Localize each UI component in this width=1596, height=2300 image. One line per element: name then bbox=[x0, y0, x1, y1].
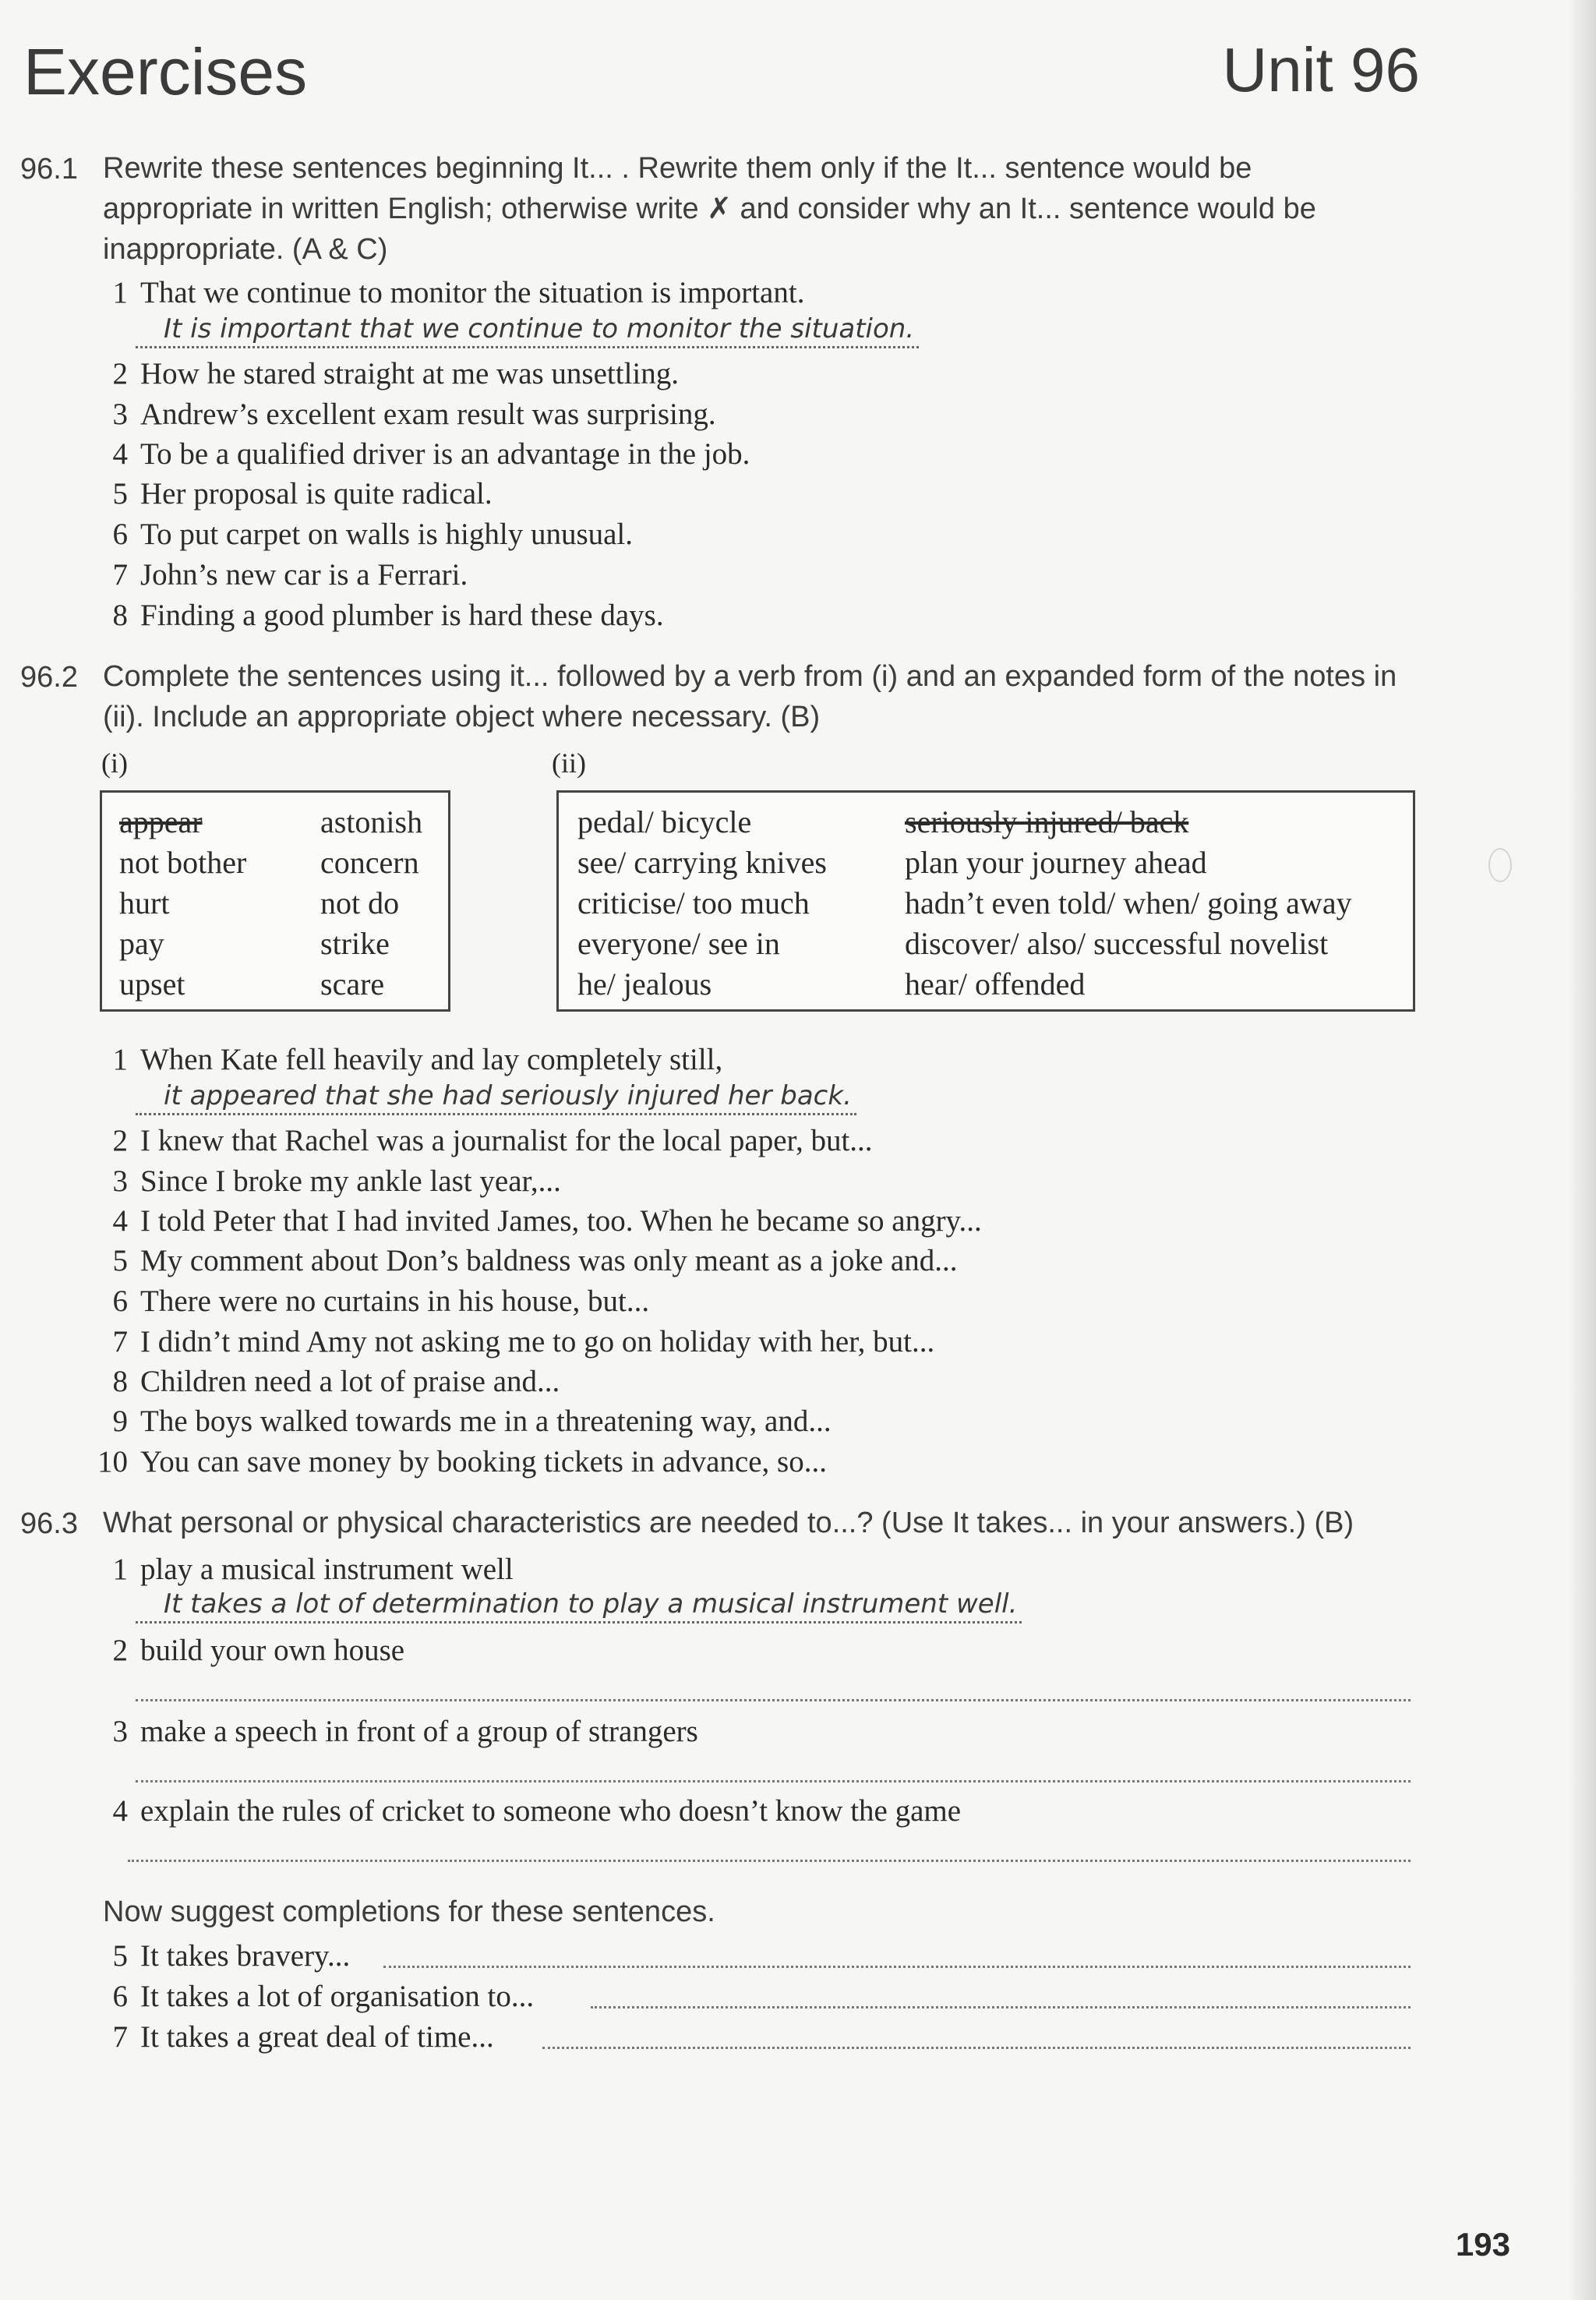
list-item: 3 Since I broke my ankle last year,... bbox=[112, 1164, 561, 1198]
box-i-word: pay bbox=[119, 926, 164, 961]
sub-instruction: Now suggest completions for these sentences. bbox=[103, 1895, 715, 1928]
list-item: 4 I told Peter that I had invited James, too. When he became so angry... bbox=[112, 1204, 982, 1238]
box-i-word: concern bbox=[320, 845, 419, 880]
answer-line bbox=[383, 1966, 1411, 1968]
box-i-word: upset bbox=[119, 966, 185, 1002]
box-ii-note: criticise/ too much bbox=[577, 885, 810, 920]
example-answer-96-2: it appeared that she had seriously injured her back. bbox=[136, 1079, 856, 1115]
box-i-word: appear bbox=[119, 804, 203, 839]
list-item: 6 To put carpet on walls is highly unusual. bbox=[112, 518, 634, 551]
list-item: 8 Finding a good plumber is hard these days. bbox=[112, 599, 664, 632]
exercise-instruction-96-1: Rewrite these sentences beginning It... . Rewrite them only if the It... sentence would be appropriate in written English; otherwise write ✗ and consider why an It... sentence would be inappropriate. (A & C) bbox=[103, 152, 1316, 266]
pencil-mark bbox=[1488, 848, 1512, 882]
box-ii-note: see/ carrying knives bbox=[577, 845, 827, 880]
list-item: 9 The boys walked towards me in a threatening way, and... bbox=[112, 1404, 832, 1438]
box-ii-note: everyone/ see in bbox=[577, 926, 780, 961]
box-ii-note: he/ jealous bbox=[577, 966, 712, 1002]
list-item: 5 My comment about Don’s baldness was only meant as a joke and... bbox=[112, 1244, 958, 1277]
list-item: 4 explain the rules of cricket to someone who doesn’t know the game bbox=[112, 1794, 962, 1828]
list-item: 3 make a speech in front of a group of strangers bbox=[112, 1715, 698, 1748]
box-ii-note: discover/ also/ successful novelist bbox=[905, 926, 1329, 961]
answer-line bbox=[136, 1699, 1411, 1701]
list-item: 2 How he stared straight at me was unsettling. bbox=[112, 357, 680, 390]
list-item: 5 Her proposal is quite radical. bbox=[112, 477, 493, 511]
box-ii-note: seriously injured/ back bbox=[905, 804, 1189, 839]
exercise-number-96-1: 96.1 bbox=[20, 153, 78, 185]
exercise-number-96-2: 96.2 bbox=[20, 661, 78, 694]
answer-line bbox=[128, 1860, 1411, 1862]
list-item: 8 Children need a lot of praise and... bbox=[112, 1365, 560, 1398]
box-label-i: (i) bbox=[101, 747, 128, 779]
list-item: 4 To be a qualified driver is an advantage in the job. bbox=[112, 437, 750, 471]
list-item: 3 Andrew’s excellent exam result was surprising. bbox=[112, 397, 716, 431]
exercise-instruction-96-2: Complete the sentences using it... followed by a verb from (i) and an expanded form of the notes in (ii). Include an appropriate object where necessary. (B) bbox=[103, 660, 1397, 733]
box-ii-note: hadn’t even told/ when/ going away bbox=[905, 885, 1352, 920]
exercise-instruction-96-3: What personal or physical characteristics are needed to...? (Use It takes... in your answers.) (B) bbox=[103, 1507, 1354, 1539]
box-i-word: strike bbox=[320, 926, 390, 961]
answer-line bbox=[136, 1780, 1411, 1782]
verb-box-i bbox=[100, 790, 450, 1012]
box-ii-note: hear/ offended bbox=[905, 966, 1086, 1002]
list-item: 1 That we continue to monitor the situation is important. bbox=[112, 276, 805, 309]
example-answer-96-1: It is important that we continue to monitor the situation. bbox=[136, 312, 919, 348]
box-i-word: hurt bbox=[119, 885, 170, 920]
list-item: 5 It takes bravery... bbox=[112, 1939, 351, 1973]
list-item: 7 It takes a great deal of time... bbox=[112, 2020, 494, 2054]
answer-line bbox=[591, 2006, 1411, 2009]
exercise-number-96-3: 96.3 bbox=[20, 1507, 78, 1540]
box-i-word: not bother bbox=[119, 845, 247, 880]
page-title: Exercises bbox=[23, 35, 308, 108]
box-i-word: not do bbox=[320, 885, 400, 920]
list-item: 10 You can save money by booking tickets in advance, so... bbox=[97, 1445, 827, 1479]
list-item: 2 I knew that Rachel was a journalist for the local paper, but... bbox=[112, 1124, 873, 1157]
answer-line bbox=[542, 2047, 1411, 2049]
box-ii-note: pedal/ bicycle bbox=[577, 804, 752, 839]
list-item: 1 play a musical instrument well bbox=[112, 1553, 514, 1586]
list-item: 7 I didn’t mind Amy not asking me to go on holiday with her, but... bbox=[112, 1325, 935, 1358]
box-i-word: astonish bbox=[320, 804, 423, 839]
list-item: 6 There were no curtains in his house, but... bbox=[112, 1284, 650, 1318]
page-edge-shadow bbox=[1568, 0, 1596, 2300]
list-item: 1 When Kate fell heavily and lay completely still, bbox=[112, 1043, 723, 1076]
box-i-word: scare bbox=[320, 966, 385, 1002]
example-answer-96-3: It takes a lot of determination to play a musical instrument well. bbox=[136, 1587, 1022, 1623]
box-label-ii: (ii) bbox=[552, 747, 586, 779]
box-ii-note: plan your journey ahead bbox=[905, 845, 1207, 880]
list-item: 2 build your own house bbox=[112, 1634, 405, 1667]
list-item: 7 John’s new car is a Ferrari. bbox=[112, 558, 468, 592]
page-number: 193 bbox=[1455, 2226, 1510, 2263]
list-item: 6 It takes a lot of organisation to... bbox=[112, 1980, 535, 2013]
notes-box-ii bbox=[556, 790, 1415, 1012]
unit-label: Unit 96 bbox=[1222, 35, 1420, 104]
